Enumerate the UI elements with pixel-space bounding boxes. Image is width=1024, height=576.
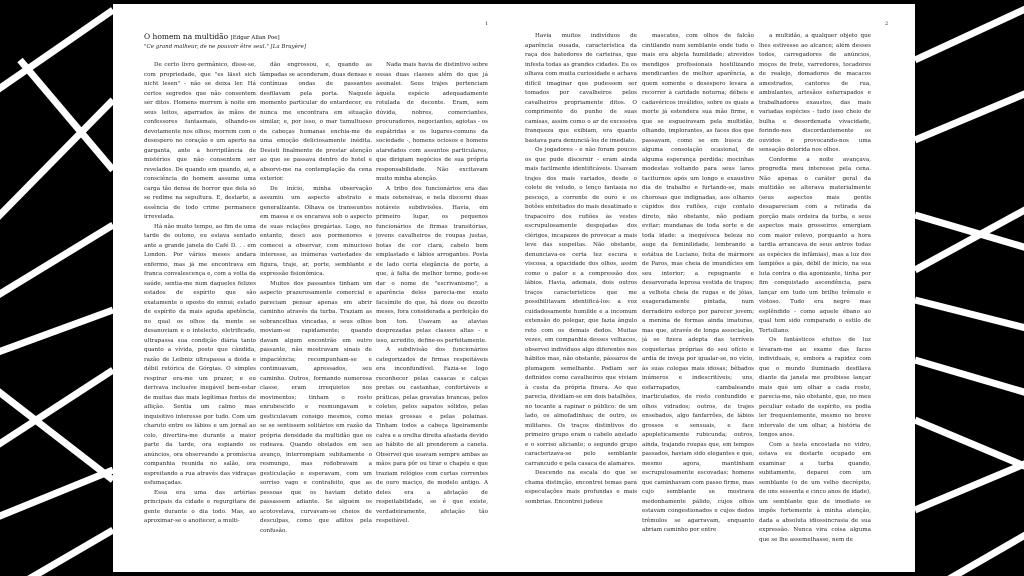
text-column-1 [525,32,637,566]
text-column-3 [376,61,488,565]
paragraph: Nada mais havia de distintivo sobre essas duas classes além do que já assinalei. Seus trajes pertenciam àquela espécie adequadamente rotulada de decente. Eram, sem dúvida, nobres, comerciantes, procuradores, negociantes, agiotas - os eupátridas e os lugares-comuns da sociedade -, homens ociosos e homens atarefados com assuntos particulares, que dirigiam negócios de sua própria responsabilidade. Não excitavam muito minha atenção. [376,62,488,182]
paragraph: Os fantásticos efeitos de luz levaram-me ao exame das faces individuais, e, embora a rapidez com que o mundo iluminado desfilava diante da janela me proibisse lançar mais que um olhar a cada rosto, parecia-me, não obstante, que, no meu peculiar estado de espírito, eu podia ler frequentemente, mesmo no breve intervalo de um olhar, a história de longos anos. [759,337,871,438]
paragraph: a multidão, a qualquer objeto que lhes estivesse ao alcance; além desses todos, carregadores de anúncios, moços de frete, varredores, tocadores de realejo, domadores de macacos amestrados, cantores de rua, ambulantes, artesãos esfarrapados e trabalhadores exaustos, das mais variadas espécies - tudo isso cheio de bulha e desordenada vivacidade, ferindo-nos discordantemente os ouvidos e provocando-nos uma sensação dolorida nos olhos. [759,33,871,153]
story-title [144,32,444,41]
paragraph: dão engrossou, e, quando as lâmpadas se acenderam, duas densas e contínuas ondas de passantes desfilavam pela porta. Naquele momento particular do entardecer, eu nunca me encontrara em situação similar, e, por isso, o mar tumultuoso de cabeças humanas enchia-me de uma emoção deliciosamente inédita. Desisti finalmente de prestar atenção ao que se passava dentro do hotel e absorvi-me na contemplação da cena exterior. [260,62,372,182]
text-column-3 [759,32,871,566]
paragraph: Conforme a noite avançava, progredia meu interesse pela cena. Não apenas o caráter geral da multidão se alterava materialmente (seus aspectos mais gentis desapareciam com a retirada da porção mais ordeira da turba, e seus aspectos mais grosseiros emergiam com maior relevo, porquanto a hora tardia arrancava de seus antros todas as espécies de infâmias), mas a luz dos lampiões a gás, débil de início, na sua luta contra o dia agonizante, tinha por fim conquistado ascendência, para lançar em tudo um brilho trêmulo e vistoso. Tudo era negro mas esplêndido - como aquele ébano ao qual tem sido comparado o estilo de Tertuliano. [759,156,871,334]
title-text: O homem na multidão [144,32,229,41]
paragraph: De certo livro germânico, disse-se, com propriedade, que "es lässt sich nicht lesen" - não se deixa ler. Há certos segredos que não consentem ser ditos. Homens morrem à noite em seus leitos, agarrados às mãos de confessores fantasmais, olhando-os devotamente nos olhos; morrem com o desespero no coração e um aperto na garganta, ante a horripilância de mistérios que não consentem ser revelados. De quando em quando, ai, a consciência do homem assume uma carga tão densa de horror que dela só se redime na sepultura. E, destarte, a essência de todo crime permanece irrevelada. [144,62,256,220]
page-number: 1 [485,21,489,27]
page-1 [113,4,513,572]
paragraph: A tribo dos funcionários era das mais ostensivas, e nela discerni duas notáveis subdivisões. Havia, em primeiro lugar, os pequenos funcionários de firmas transitórias, jovens cavalheiros de roupas justas, botas de cor clara, cabelo bem emplastado e lábios arrogantes. Posta de lado certa elegância de porte, a que, à falta de melhor termo, pode-se dar o nome de "escrivanismo", a aparência deles parecia-me exato facsímile do que, há doze ou dezoito meses, fora considerada a perfeição do bon ton. Usavam as atavias desprezadas pelas classes altas - e isso, acredito, define-os perfeitamente. [376,185,488,344]
paragraph: Descendo na escala do que se chama distinção, encontrei temas para especulações mais profundas e mais sombrias. Encontrei judeus [525,470,637,505]
paragraph: A subdivisão dos funcionários categorizados de firmas respeitáveis era inconfundível. Fazia-se logo reconhecer pelas casacas e calças pretas ou castanhas, confortáveis e práticas, pelas gravatas brancas, pelos coletes, pelos sapatos sólidos, pelas meias grossas e pelas polainas. Tinham todos a cabeça ligeiramente calva e a orelha direita afastada devido ao hábito de ali prenderem a caneta. Observei que usavam sempre ambas as mãos para pôr ou tirar o chapéu e que traziam relógios com curtas correntes de ouro maciço, de modelo antigo. A deles era a afetação de respeitabilidade, se é que existe, verdadeiramente, afetação tão respeitável. [376,347,488,524]
text-column-2 [642,32,754,566]
paragraph: De início, minha observação assumiu um aspecto abstrato e generalizante. Olhava os transeuntes em massa e os encarava sob o aspecto de suas relações gregárias. Logo, no entanto, desci aos pormenores e comecei a observar, com minucioso interesse, as inúmeras variedades de figura, traje, ar, porte, semblante e expressão fisionômica. [260,185,372,277]
paragraph: Havia muitos indivíduos de aparência ousada, característica da raça dos batedores de carteiras, que infesta todas as grandes cidades. Eu os olhava com muita curiosidade e achava difícil imaginar que pudessem ser tomados por cavalheiros pelos cavalheiros propriamente ditos. O comprimento do punho de suas camisas, assim como o ar de excessiva franqueza que exibiam, era quanto bastava para denunciá-los de imediato. [525,33,637,144]
page-2 [513,4,915,572]
title-author: [Edgar Allan Poe] [230,35,280,41]
paragraph: Há não muito tempo, ao fim de uma tarde de outono, eu estava sentado ante a grande janela do Café D. . . em London. Por vários meses andara enfermo, mas já me encontrava em franca convalescença e, com a volta da saúde, sentia-me num daqueles felizes estados de espírito que são exatamente o oposto do ennui; estado de espírito da mais aguda apetência, no qual os olhos da mente se desanuviam e o intelecto, eletrificado, ultrapassa sua condição diária tanto quanto a vívida, posto que cândida, razão de Leibniz ultrapassa a doida e débil retórica de Górgias. O simples respirar era-me um prazer, e eu derivava inclusive inegável bem-estar de muitas das mais legítimas fontes de aflição. Sentia um calmo mas inquisitivo interesse por tudo. Com um charuto entre os lábios e um jornal ao colo, divertira-me durante a maior parte da tarde, ora espiando os anúncios, ora observando a promíscua companhia reunida no salão, ora espreitando a rua através das vidraças esfumaçadas. [144,223,256,486]
page-number: 2 [885,21,889,27]
paragraph: Muitos dos passantes tinham um aspecto prazerosamente comercial e pareciam pensar apenas em abrir caminho através da turba. Traziam as sobrancelhas vincadas, e seus olhos moviam-se rapidamente; quando davam algum encontrão em outro passante, não mostravam sinais de impaciência; recompunham-se e continuavam, apressados, seu caminho. Outros, formando numerosa classe, eram irrequietos nos movimentos; tinham o rosto enrubescido e resmungavam e gesticulavam consigo mesmos, como se se sentissem solitários em razão da própria densidade da multidão que os rodeava. Quando obstados em seu avanço, interrompiam subitamente o resmungo, mas redobravam a gesticulação e esperavam, com um sorriso vago e contrafeito, que as pessoas que os haviam detido passassem adiante. Se alguém os acotovelava, curvavam-se cheios de desculpas, como que aflitos pela confusão. [260,280,372,534]
paragraph: Essa era uma das artérias principais da cidade e regurgitara de gente durante o dia todo. Mas, ao aproximar-se o anoitecer, a multi- [144,489,256,524]
epigraph: "Ce grand malheur, de ne pouvoir être seul." [La Bruyère] [144,44,307,50]
text-column-2 [260,61,372,565]
paragraph: mascates, com olhos de falcão cintilando num semblante onde tudo o mais era abjeta humildade; atrevidos mendigos profissionais hostilizando mendicantes de melhor aparência, a quem somente o desespero levara a recorrer à caridade noturna; débeis e cadavéricos inválidos, sobre os quais a morte já estendera sua mão firme, e que se esgueiravam pela multidão, olhando, implorantes, as faces dos que passavam, como se em busca de alguma consolação ocasional, de alguma esperança perdida; mocinhas modestas voltando para seus lares taciturnos após um longo e exaustivo dia de trabalho e furtando-se, mais chorosas que indignadas, aos olhares cúpidos dos rufiões, cujo contato direto, não obstante, não podiam evitar; mundanas de toda sorte e de toda idade: a inequívoca beleza no auge da feminilidade, lembrando a estátua de Luciano, feita de mármore de Paros, mas cheia de imundícies em seu interior; a repugnante e desarvorada leprosa vestida de trapos; a velhota cheia de rugas e de jóias, exageradamente pintada, num derradeiro esforço por parecer jovem; a menina de formas ainda imaturas, mas que, através de longa associação, já se fizera adepta das terríveis coqueterias próprias do seu ofício e ardia de inveja por igualar-se, no vício, às suas colegas mais idosas; bêbados inúmeros e indescritíveis; uns, esfarrapados, cambaleando inarticulados, de rosto contundido e olhos vidrados; outros, de trajes ensebados, algo fanfarrões, de lábios grossos e sensuais, e face apopleticamente rubicunda; outros, ainda, trajando roupas que, em tempos passados, haviam sido elegantes e que, mesmo agora, mantinham escrupulosamente escovadas; homens que caminhavam com passo firme, mas cujo semblante se mostrava medonhamente pálido, cujos olhos estavam congestionados e cujos dedos trêmulos se agarravam, enquanto abriam caminho por entre [642,33,754,533]
paragraph: Com a testa encostada no vidro, estava eu destarte ocupado em examinar a turba quando, subitamente, deparei com um semblante (o de um velho decrépito, de uns sessenta e cinco anos de idade), um semblante que de imediato se impôs fortemente à minha atenção, dada a absoluta idiossincrasia de sua expressão. Nunca vira coisa alguma que se lhe assemelhasse, nem de [759,441,871,543]
text-column-1 [144,61,256,565]
paragraph: Os jogadores - e não foram poucos os que pude discernir - eram ainda mais facilmente identificáveis. Usavam trajes dos mais variados, desde o colete de veludo, o lenço fantasia no pescoço, a corrente de ouro e os botões enfeitados do mais desatinado e trapaceiro dos rufiões às vestes escrupulosamente despojadas dos clérigos, incapazes de provocar a mais leve das suspeitas. Não obstante, denunciava-os certa tez escura e viscosa, a opacidade dos olhos, assim como o palor e a compressão dos lábios. Havia, ademais, dois outros traços característicos que me possibilitavam identificá-los: a voz cuidadosamente humilde e a incomum extensão do polegar, que fazia ângulo reto com os demais dedos. Muitas vezes, em companhia desses velhacos, observei indivíduos algo diferentes nos hábitos mas, não obstante, pássaros de plumagem semelhante. Podiam ser definidos como cavalheiros que viviam à custa da própria finura. Ao que parecia, dividiam-se em dois batalhões, no tocante a rapinar o público: de um lado, os almofadinhas; de outro, os militares. Os traços distintivos do primeiro grupo eram o cabelo anelado e o sorriso aliciante; o segundo grupo caracterizava-se pelo semblante carrancudo e pela casaca de alamares. [525,147,637,467]
